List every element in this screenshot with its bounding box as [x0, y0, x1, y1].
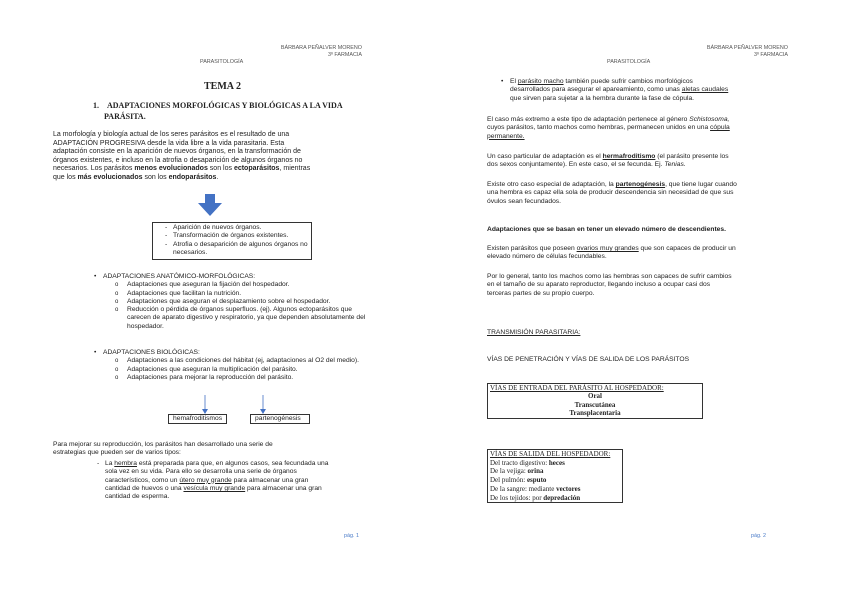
sub-item: o Adaptaciones que aseguran el desplazamiento sobre el hospedador.: [127, 298, 373, 306]
text-run: cuyos parásitos, tanto machos como hembras, permanecen unidos en una: [487, 124, 711, 132]
entry-item: Transcutánea: [574, 400, 616, 409]
italic-term: Schistosoma,: [689, 116, 730, 123]
routes-heading: VÍAS DE PENETRACIÓN Y VÍAS DE SALIDA DE LOS PARÁSITOS: [487, 356, 690, 363]
bullet-anatomical: [103, 273, 373, 331]
text-run: cantidad de huevos o una: [105, 484, 184, 492]
text-run: , que tiene lugar cuando: [665, 181, 737, 188]
ovaries-paragraph: [487, 245, 812, 262]
repro-arrows: [200, 395, 270, 415]
text-run: dos sexos conjuntamente). En este caso, el se fecunda. Ej.: [487, 161, 665, 169]
transmission-heading: TRANSMISIÓN PARASITARIA:: [487, 329, 581, 336]
exit-value: esputo: [526, 476, 547, 485]
underlined-term: aletas caudales: [681, 86, 729, 94]
entry-title: VÍAS DE ENTRADA DEL PARÁSITO AL HOSPEDADOR:: [490, 384, 664, 392]
text-run: El: [510, 78, 518, 85]
text-line: elevado número de células fecundables.: [487, 253, 607, 261]
text-run: Existen parásitos que poseen: [487, 245, 577, 252]
text-line: que sirven para sujetar a la hembra durante la fase de cópula.: [510, 94, 695, 102]
bold-term: más evolucionados: [77, 173, 143, 181]
intro-line: [53, 165, 383, 174]
exit-label: Del tracto digestivo:: [490, 458, 549, 467]
bullet-biological: [103, 349, 375, 382]
text-line: [105, 477, 385, 485]
exit-row: [490, 459, 622, 468]
section-heading: [93, 100, 343, 122]
text-line: sola vez en su vida. Para ello se desarrolla una serie de órganos: [105, 468, 297, 476]
bold-underlined-term: hermafroditismo: [602, 153, 656, 160]
arrow-shape: [198, 194, 222, 216]
bold-term: ectoparásitos: [233, 165, 280, 173]
header-author: BÁRBARA PEÑALVER MORENO: [706, 45, 788, 51]
text-line: óvulos sean fecundados.: [487, 197, 561, 205]
hermaphroditism-paragraph: [487, 153, 812, 170]
size-paragraph: [487, 273, 812, 298]
intro-paragraph: [53, 131, 383, 183]
text-run: desarrollados para asegurar el apareamiento, como unas: [510, 86, 682, 94]
page-number: pág. 2: [751, 533, 766, 539]
exit-row: [490, 467, 622, 476]
text-run: son los: [207, 165, 234, 173]
intro-line: [53, 174, 383, 183]
text-run: .: [683, 161, 686, 169]
text-run: Un caso particular de adaptación es el: [487, 153, 603, 160]
exit-row: [490, 485, 622, 494]
underlined-term: útero muy grande: [179, 476, 232, 484]
text-line: [487, 124, 812, 132]
exit-label: De los tejidos: por: [490, 493, 544, 502]
text-line: en el tamaño de su aparato reproductor, llegando incluso a ocupar casi dos: [487, 281, 711, 289]
underlined-term: vesícula muy grande: [183, 484, 246, 492]
text-line: estrategias que pueden ser de varios tipos:: [53, 449, 181, 457]
text-line: [487, 245, 812, 253]
intro-line: ADAPTACIÓN PROGRESIVA desde la vida libre a la vida parasitaria. Esta: [53, 139, 285, 147]
text-line: terceras partes de su propio cuerpo.: [487, 289, 595, 297]
text-line: [510, 78, 810, 86]
parthenogenesis-box: partenogénesis: [250, 414, 310, 424]
text-run: .: [216, 173, 219, 181]
header-course: 3º FARMACIA: [327, 52, 362, 58]
schistosoma-paragraph: [487, 116, 812, 141]
document-title: TEMA 2: [204, 81, 241, 92]
exit-row: [490, 476, 622, 485]
header-course: 3º FARMACIA: [753, 52, 788, 58]
bold-term: menos evolucionados: [134, 165, 208, 173]
descendants-heading: Adaptaciones que se basan en tener un elevado número de descendientes.: [487, 226, 726, 233]
text-run: para almacenar una gran: [231, 476, 309, 484]
section-title-line2: PARÁSITA.: [104, 112, 146, 121]
hermaphroditism-box: hemafroditismos: [168, 414, 227, 424]
text-run: para almacenar una gran: [245, 484, 322, 492]
text-line: Por lo general, tanto los machos como las hembras son capaces de sufrir cambios: [487, 273, 732, 280]
bold-term: endoparásitos: [168, 173, 217, 181]
entry-routes-box: [487, 383, 703, 419]
exit-value: vectores: [556, 484, 581, 493]
text-line: permanente.: [487, 132, 525, 140]
text-run: necesarios. Los parásitos: [53, 165, 135, 173]
bullet-title: • ADAPTACIONES BIOLÓGICAS:: [103, 349, 375, 357]
text-run: , mientras: [279, 165, 311, 173]
page-2: [424, 0, 848, 599]
organ-changes-box: [152, 222, 312, 260]
exit-routes-box: [487, 449, 623, 503]
text-run: son los: [142, 173, 169, 181]
text-line: cantidad de esperma.: [105, 493, 170, 501]
text-line: [487, 181, 812, 189]
exit-label: Del pulmón:: [490, 476, 527, 485]
underlined-term: parásito macho: [517, 78, 564, 85]
exit-value: heces: [548, 458, 565, 467]
header-subject: PARASITOLOGÍA: [607, 59, 651, 65]
box-item: - Transformación de órganos existentes.: [173, 232, 308, 240]
text-line: [105, 460, 385, 468]
sub-item: o Adaptaciones a las condiciones del hábitat (ej, adaptaciones al O2 del medio).: [127, 357, 375, 365]
header-author: BÁRBARA PEÑALVER MORENO: [280, 45, 362, 51]
underlined-term: cópula: [710, 124, 730, 132]
page-header: [707, 45, 788, 59]
section-title-line1: ADAPTACIONES MORFOLÓGICAS Y BIOLÓGICAS A LA VIDA: [107, 101, 343, 110]
bold-underlined-term: partenogénesis: [615, 181, 666, 188]
sub-item: o Adaptaciones que facilitan la nutrición.: [127, 290, 373, 298]
text-line: [105, 485, 385, 493]
text-line: [510, 86, 810, 94]
entry-item: Oral: [588, 392, 602, 401]
italic-term: Tenias: [664, 161, 684, 169]
bullet-title: • ADAPTACIONES ANATÓMICO-MORFOLÓGICAS:: [103, 273, 373, 281]
intro-line: órganos existentes, e incluso en la atrofia o desaparición de algunos órganos no: [53, 156, 303, 164]
text-line: [487, 161, 812, 169]
text-line: Para mejorar su reproducción, los parásitos han desarrollado una serie de: [53, 441, 273, 448]
text-run: Existe otro caso especial de adaptación, la: [487, 181, 616, 188]
male-adaptations: [510, 78, 810, 103]
exit-label: De la sangre: mediante: [490, 484, 557, 493]
underlined-term: ovarios muy grandes: [576, 245, 639, 252]
exit-label: De la vejiga:: [490, 467, 528, 476]
text-run: también puede sufrir cambios morfológicos: [563, 78, 693, 85]
intro-line: adaptación consiste en la aparición de nuevos órganos, en la transformación de: [53, 148, 301, 156]
page-number: pág. 1: [344, 533, 359, 539]
header-subject: PARASITOLOGÍA: [200, 59, 244, 65]
text-run: característicos, como un: [105, 476, 180, 484]
entry-item: Transplacentaria: [569, 409, 621, 418]
exit-title: VÍAS DE SALIDA DEL HOSPEDADOR:: [490, 450, 611, 458]
box-item: - Aparición de nuevos órganos.: [173, 224, 308, 232]
down-arrow-icon: [198, 194, 222, 216]
exit-value: orina: [527, 467, 544, 476]
female-adaptations: [105, 460, 385, 501]
text-line: una hembra es capaz ella sola de producir descendencia sin necesidad de que sus: [487, 189, 734, 197]
sub-item: o Reducción o pérdida de órganos superfluos. (ej). Algunos ectoparásitos que carecen de aparato digestivo y respiratorio, ya que dependen absolutamente del hospedador.: [127, 306, 373, 331]
sub-item: o Adaptaciones que aseguran la fijación del hospedador.: [127, 281, 373, 289]
sub-item: o Adaptaciones para mejorar la reproducción del parásito.: [127, 374, 375, 382]
exit-value: depredación: [543, 493, 581, 502]
page-header: [281, 45, 362, 59]
text-run: La: [105, 460, 115, 467]
intro-line: La morfología y biología actual de los seres parásitos es el resultado de una: [53, 131, 290, 138]
text-run: que son capaces de producir un: [638, 245, 736, 252]
box-item: - Atrofia o desaparición de algunos órganos no necesarios.: [173, 241, 308, 258]
section-number: 1.: [93, 101, 99, 110]
text-line: [487, 153, 812, 161]
text-run: está preparada para que, en algunos casos, sea fecundada una: [136, 460, 329, 467]
text-run: (el parásito presente los: [655, 153, 729, 160]
text-run: que los: [53, 173, 78, 181]
sub-item: o Adaptaciones que aseguran la multiplicación del parásito.: [127, 366, 375, 374]
parthenogenesis-paragraph: [487, 181, 812, 206]
text-line: [487, 116, 812, 124]
exit-row: [490, 494, 622, 503]
strategies-paragraph: [53, 441, 383, 458]
underlined-term: hembra: [114, 460, 137, 467]
text-run: El caso más extremo a este tipo de adaptación pertenece al género: [487, 116, 690, 123]
